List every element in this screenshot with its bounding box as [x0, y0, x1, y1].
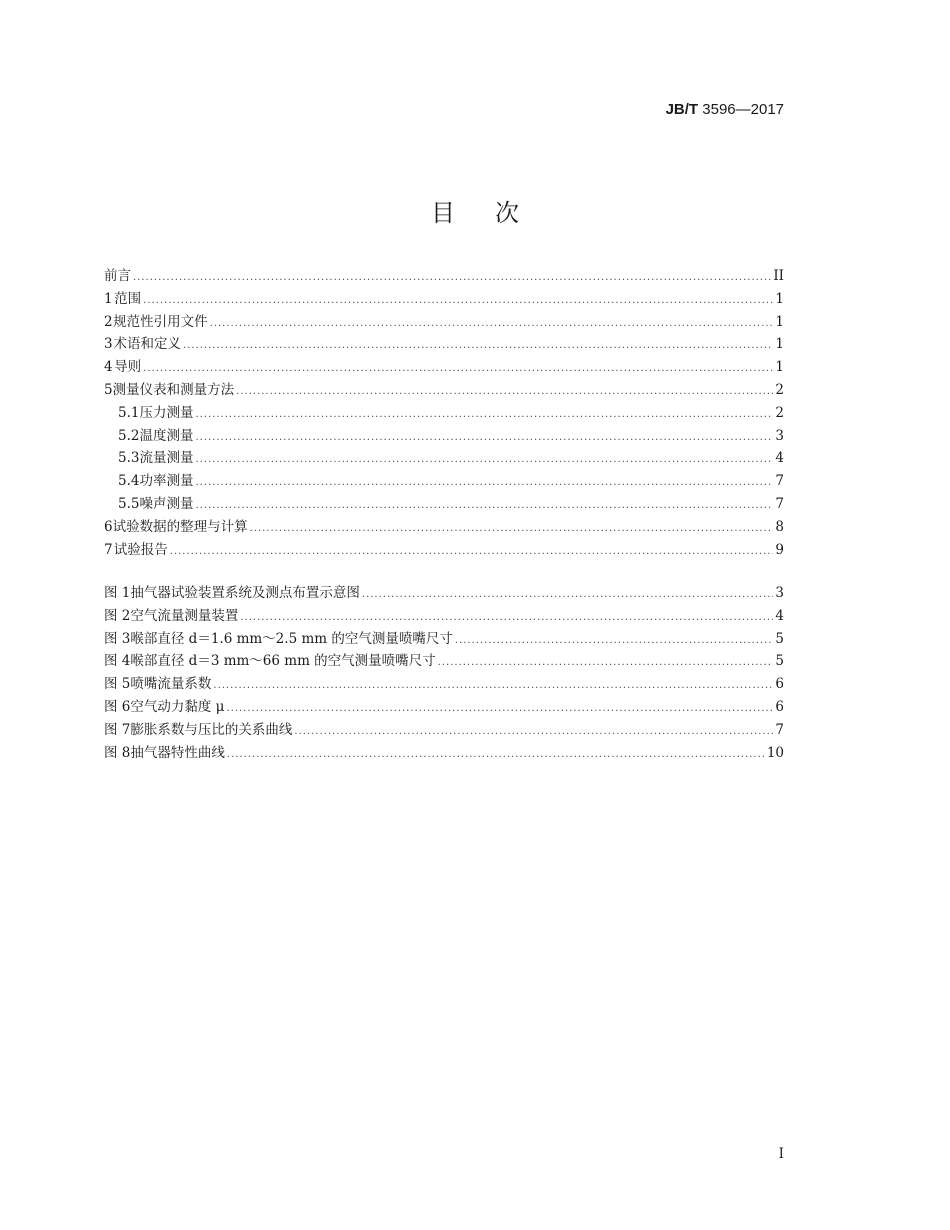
toc-entry-label: 范围 [114, 290, 142, 307]
figure-number: 图 3 [104, 630, 131, 647]
toc-entry-6[interactable] [104, 516, 784, 539]
figure-label: 空气流量测量装置 [130, 607, 239, 624]
toc-entry-page: 8 [775, 518, 784, 535]
toc-entry-5-2[interactable] [104, 425, 784, 448]
figure-page: 10 [766, 744, 784, 761]
figure-page: 6 [775, 676, 784, 693]
toc-entry-5-4[interactable] [104, 470, 784, 493]
figure-entry-6[interactable] [104, 696, 784, 719]
figure-label: 喉部直径 d＝1.6 mm～2.5 mm 的空气测量喷嘴尺寸 [130, 630, 453, 647]
figure-page: 5 [775, 630, 784, 647]
toc-entry-label: 温度测量 [139, 427, 194, 444]
toc-entry-number: 4 [104, 359, 113, 376]
toc-entry-number: 1 [104, 290, 113, 307]
figure-entry-4[interactable] [104, 650, 784, 673]
toc-entry-foreword[interactable] [104, 265, 784, 288]
toc-entry-page: 7 [775, 495, 784, 512]
toc-entry-5-3[interactable] [104, 447, 784, 470]
toc-entry-page: 3 [775, 427, 784, 444]
standard-number: 3596—2017 [698, 101, 784, 118]
standard-code [666, 101, 784, 118]
toc-entry-label: 试验数据的整理与计算 [112, 518, 248, 535]
toc-entry-number: 7 [104, 541, 113, 558]
toc-entry-label: 术语和定义 [113, 336, 182, 353]
figure-entry-1[interactable] [104, 582, 784, 605]
figure-page: 3 [775, 585, 784, 601]
toc-entry-page: 7 [775, 473, 784, 490]
figure-number: 图 2 [104, 607, 131, 624]
toc-entry-5-1[interactable] [104, 402, 784, 425]
figure-entry-3[interactable] [104, 628, 784, 651]
page-title: 目次 [431, 199, 559, 227]
toc-entry-number: 5.2 [118, 427, 140, 444]
toc-entry-label: 噪声测量 [139, 495, 194, 512]
figure-list [104, 582, 784, 764]
toc-entry-label: 前言 [104, 268, 131, 284]
figure-page: 6 [775, 698, 784, 715]
toc-list [104, 265, 784, 561]
toc-entry-number: 3 [104, 336, 113, 353]
figure-entry-2[interactable] [104, 605, 784, 628]
toc-entry-label: 压力测量 [139, 404, 194, 421]
toc-entry-number: 5.5 [118, 495, 140, 512]
figure-entry-7[interactable] [104, 719, 784, 742]
standard-prefix: JB/T [665, 101, 699, 118]
figure-label: 抽气器试验装置系统及测点布置示意图 [130, 585, 360, 601]
toc-entry-4[interactable] [104, 356, 784, 379]
figure-label: 膨胀系数与压比的关系曲线 [130, 721, 293, 738]
figure-label: 抽气器特性曲线 [130, 744, 225, 761]
toc-entry-page: 1 [775, 313, 784, 330]
toc-entry-label: 导则 [114, 359, 142, 376]
toc-entry-number: 5 [104, 381, 113, 398]
toc-entry-label: 流量测量 [139, 450, 194, 467]
figure-number: 图 8 [104, 744, 131, 761]
toc-entry-number: 5.1 [118, 404, 140, 421]
toc-entry-7[interactable] [104, 539, 784, 562]
toc-entry-page: 2 [775, 381, 784, 398]
toc-entry-label: 规范性引用文件 [113, 313, 208, 330]
toc-entry-number: 5.4 [118, 473, 140, 490]
figure-number: 图 7 [104, 721, 131, 738]
figure-page: 4 [775, 607, 784, 624]
toc-entry-label: 试验报告 [113, 541, 168, 558]
figure-label: 喷嘴流量系数 [130, 676, 212, 693]
toc-entry-1[interactable] [104, 288, 784, 311]
toc-entry-number: 5.3 [118, 450, 140, 467]
figure-number: 图 4 [104, 653, 131, 670]
toc-entry-page: 1 [775, 290, 784, 307]
toc-entry-page: 1 [775, 359, 784, 376]
toc-entry-3[interactable] [104, 333, 784, 356]
figure-label: 喉部直径 d＝3 mm～66 mm 的空气测量喷嘴尺寸 [130, 653, 436, 670]
figure-page: 7 [775, 721, 784, 738]
figure-entry-8[interactable] [104, 742, 784, 765]
toc-entry-page: 1 [775, 336, 784, 353]
figure-page: 5 [775, 653, 784, 670]
figure-number: 图 6 [104, 698, 131, 715]
toc-entry-page: 9 [775, 541, 784, 558]
figure-label: 空气动力黏度 μ [130, 698, 225, 715]
toc-entry-page: II [773, 268, 784, 284]
toc-entry-number: 6 [104, 518, 113, 535]
toc-entry-5-5[interactable] [104, 493, 784, 516]
figure-number: 图 5 [104, 676, 131, 693]
figure-number: 图 1 [104, 585, 131, 601]
toc-entry-page: 2 [775, 404, 784, 421]
toc-entry-number: 2 [104, 313, 113, 330]
page-number: I [778, 1146, 784, 1162]
toc-entry-label: 功率测量 [139, 473, 194, 490]
figure-entry-5[interactable] [104, 673, 784, 696]
toc-entry-label: 测量仪表和测量方法 [112, 381, 235, 398]
toc-entry-page: 4 [775, 450, 784, 467]
toc-entry-5[interactable] [104, 379, 784, 402]
toc-entry-2[interactable] [104, 311, 784, 334]
